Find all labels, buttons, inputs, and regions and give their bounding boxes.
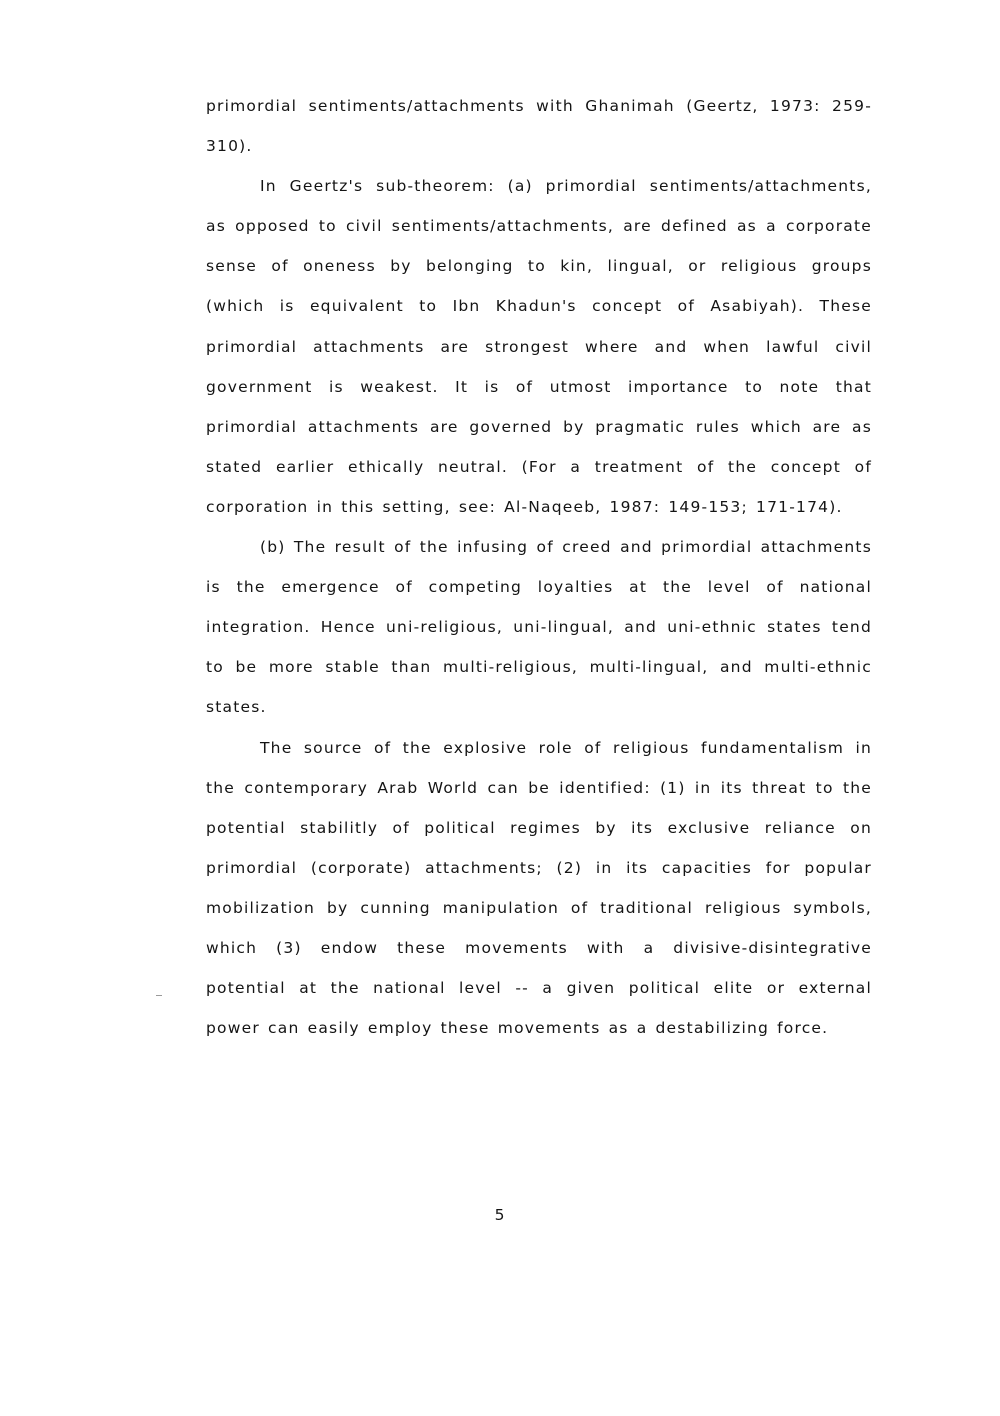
margin-speck xyxy=(156,995,162,996)
body-text xyxy=(206,86,872,1048)
page-number: 5 xyxy=(494,1206,506,1224)
paragraph-religious-fundamentalism: The source of the explosive role of religious fundamentalism in the contemporary Arab World can be identified: (1) in its threat to the potential stabilitly of political regimes by its exclusive reliance on primordial (corporate) attachments; (2) in its capacities for popular mobilization by cunning manipulation of traditional religious symbols, which (3) endow these movements with a divisive-disintegrative potential at the national level -- a given political elite or external power can easily employ these movements as a destabilizing force. xyxy=(206,738,872,1038)
paragraph-competing-loyalties: (b) The result of the infusing of creed and primordial attachments is the emergence of competing loyalties at the level of national integration. Hence uni-religious, uni-lingual, and uni-ethnic states tend to be more stable than multi-religious, multi-lingual, and multi-ethnic states. xyxy=(206,538,872,717)
paragraph-geertz-subtheorem: In Geertz's sub-theorem: (a) primordial sentiments/attachments, as opposed to civil sentiments/attachments, are defined as a corporate sense of oneness by belonging to kin, lingual, or religious groups (which is equivalent to Ibn Khadun's concept of Asabiyah). These primordial attachments are strongest where and when lawful civil government is weakest. It is of utmost importance to note that primordial attachments are governed by pragmatic rules which are as stated earlier ethically neutral. (For a treatment of the concept of corporation in this setting, see: Al-Naqeeb, 1987: 149-153; 171-174). xyxy=(206,177,872,516)
paragraph-continuation: primordial sentiments/attachments with Ghanimah (Geertz, 1973: 259-310). xyxy=(206,97,872,156)
